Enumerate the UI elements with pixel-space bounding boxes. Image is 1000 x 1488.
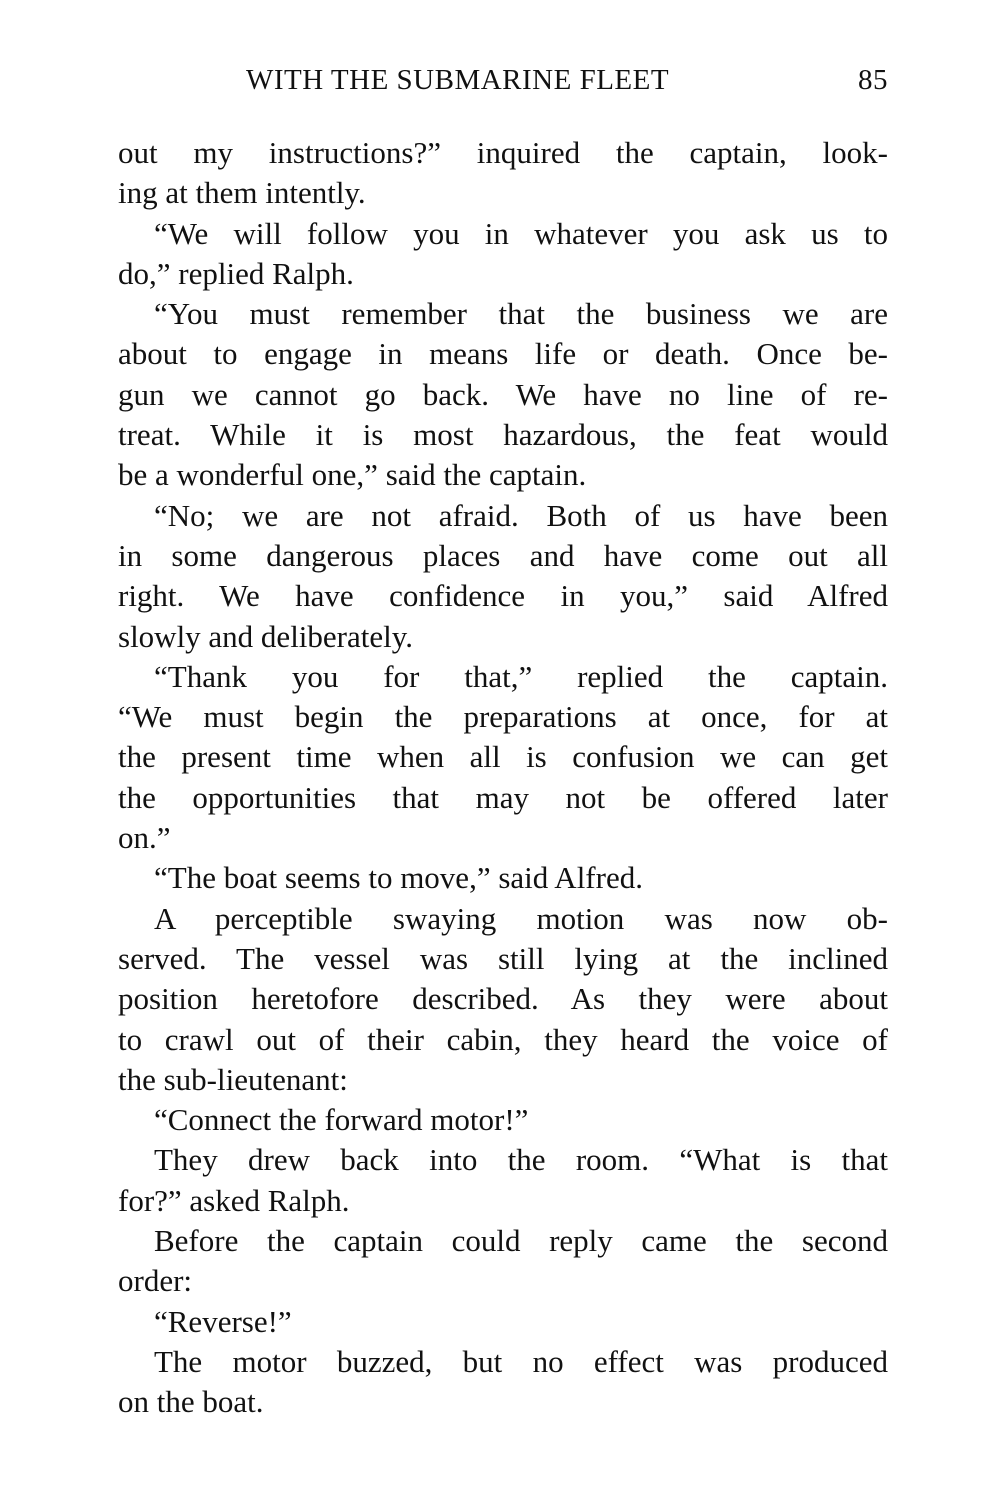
text-line: “Reverse!” <box>154 1303 292 1339</box>
text-line: “We will follow you in whatever you ask us to <box>154 215 888 251</box>
text-line: position heretofore described. As they were about <box>118 981 888 1017</box>
running-head <box>118 64 888 104</box>
page-number: 85 <box>858 64 888 96</box>
text-line: out my instructions?” inquired the captain, look- <box>118 135 888 170</box>
text-line: gun we cannot go back. We have no line of re- <box>118 376 888 412</box>
text-line: right. We have confidence in you,” said Alfred <box>118 578 888 614</box>
text-line: “Thank you for that,” replied the captain. <box>154 658 888 694</box>
text-line: on.” <box>118 820 171 856</box>
text-line: “You must remember that the business we are <box>154 296 888 332</box>
text-line: in some dangerous places and have come out all <box>118 537 888 573</box>
body-text <box>118 133 888 1423</box>
text-line: slowly and deliberately. <box>118 618 413 654</box>
text-line: do,” replied Ralph. <box>118 255 354 291</box>
text-line: They drew back into the room. “What is that <box>154 1142 888 1178</box>
text-line: served. The vessel was still lying at the inclined <box>118 940 888 976</box>
text-line: the opportunities that may not be offered later <box>118 779 888 815</box>
text-line: A perceptible swaying motion was now ob- <box>154 900 888 936</box>
text-line: ing at them intently. <box>118 175 366 211</box>
text-line: order: <box>118 1263 193 1299</box>
text-line: on the boat. <box>118 1384 264 1420</box>
text-line: “No; we are not afraid. Both of us have been <box>154 497 888 533</box>
text-line: The motor buzzed, but no effect was produced <box>154 1343 888 1379</box>
text-line: “The boat seems to move,” said Alfred. <box>154 860 643 896</box>
running-title: WITH THE SUBMARINE FLEET <box>246 64 670 96</box>
text-line: “We must begin the preparations at once, for at <box>118 699 888 735</box>
text-line: the sub-lieutenant: <box>118 1061 348 1097</box>
text-line: about to engage in means life or death. Once be- <box>118 336 888 372</box>
text-line: to crawl out of their cabin, they heard the voice of <box>118 1021 888 1057</box>
text-line: treat. While it is most hazardous, the feat would <box>118 417 888 453</box>
text-line: for?” asked Ralph. <box>118 1182 350 1218</box>
text-line: “Connect the forward motor!” <box>154 1102 529 1138</box>
text-line: Before the captain could reply came the second <box>154 1223 888 1259</box>
text-line: be a wonderful one,” said the captain. <box>118 457 587 493</box>
text-line: the present time when all is confusion we can get <box>118 739 888 775</box>
